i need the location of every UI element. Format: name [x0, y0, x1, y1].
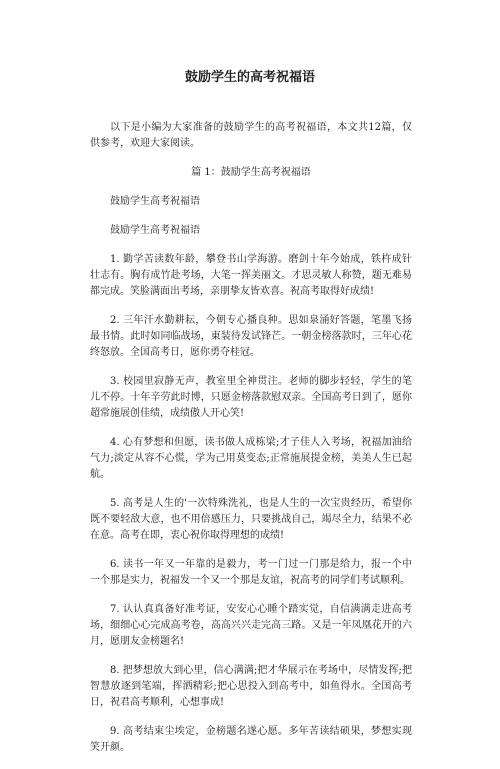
- blessing-paragraph: 1. 勤学苦读数年龄，攀登书山学海游。磨剑十年今始成，铁杵成针壮志有。胸有成竹赴考场，大笔一挥美丽文。才思灵敏人称赞，题无难易都完成。笑脸满面出考场，亲朋挚友皆欢喜。祝高考取得好成绩!: [90, 254, 412, 297]
- blessing-paragraph: 3. 校园里寂静无声，教室里全神贯注。老师的脚步轻轻，学生的笔儿不停。十年辛劳此时博，只愿金榜落款慰双亲。全国高考日到了，愿你超常施展创佳绩，成绩傲人开心笑!: [90, 376, 412, 419]
- blessing-paragraph: 2. 三年汗水勤耕耘，今朝专心播良种。思如泉涌好答题，笔墨飞扬最书情。此时如同临战场，東装待发试锋芒。一朝金榜落款时，三年心花终怒放。全国高考日，愿你勇夺桂冠。: [90, 315, 412, 358]
- blessing-paragraph: 8. 把梦想放大到心里，信心满满;把才华展示在考场中，尽情发挥;把智慧放逐到笔端，挥洒精彩;把心思投入到高考中，如鱼得水。全国高考日，祝君高考顺利，心想事成!: [90, 665, 412, 708]
- document-body: [90, 120, 412, 769]
- subheading: 鼓励学生高考祝福语: [110, 196, 200, 207]
- blessing-paragraph: 7. 认认真真备好准考证，安安心心睡个踏实觉，自信满满走进高考场，细细心心完成高考卷，高高兴兴走完高三路。又是一年凤凰花开的六月，愿朋友金榜题名!: [90, 604, 412, 647]
- blessing-paragraph: 6. 读书一年又一年靠的是毅力，考一门过一门那是给力，报一个中一个那是实力，祝福发一个又一个那是友谊，祝高考的同学们考试顺利。: [90, 559, 412, 586]
- document-title: 鼓励学生的高考祝福语: [184, 70, 315, 85]
- blessing-paragraph: 4. 心有梦想和但愿，读书做人成栋梁;才子佳人入考场，祝福加油给气力;淡定从容不心慌，学为己用莫变态;正常施展提金榜，美美人生已起航。: [90, 437, 412, 480]
- section-heading: 篇 1：鼓励学生高考祝福语: [191, 167, 311, 178]
- subheading: 鼓励学生高考祝福语: [110, 225, 200, 236]
- blessing-paragraph: 5. 高考是人生的'一次特殊洗礼，也是人生的一次宝贵经历，希望你既不要轻敌大意，也不用倍感压力，只要挑战自己，竭尽全力，结果不必在意。高考在即，衷心祝你取得理想的成绩!: [90, 498, 412, 541]
- blessing-paragraph: 9. 高考结束尘埃定，金榜题名遂心愿。多年苦读结硕果，梦想实现笑开颜。: [90, 726, 412, 753]
- intro-paragraph: 以下是小编为大家准备的鼓励学生的高考祝福语，本文共12篇，仅供参考，欢迎大家阅读。: [90, 122, 412, 149]
